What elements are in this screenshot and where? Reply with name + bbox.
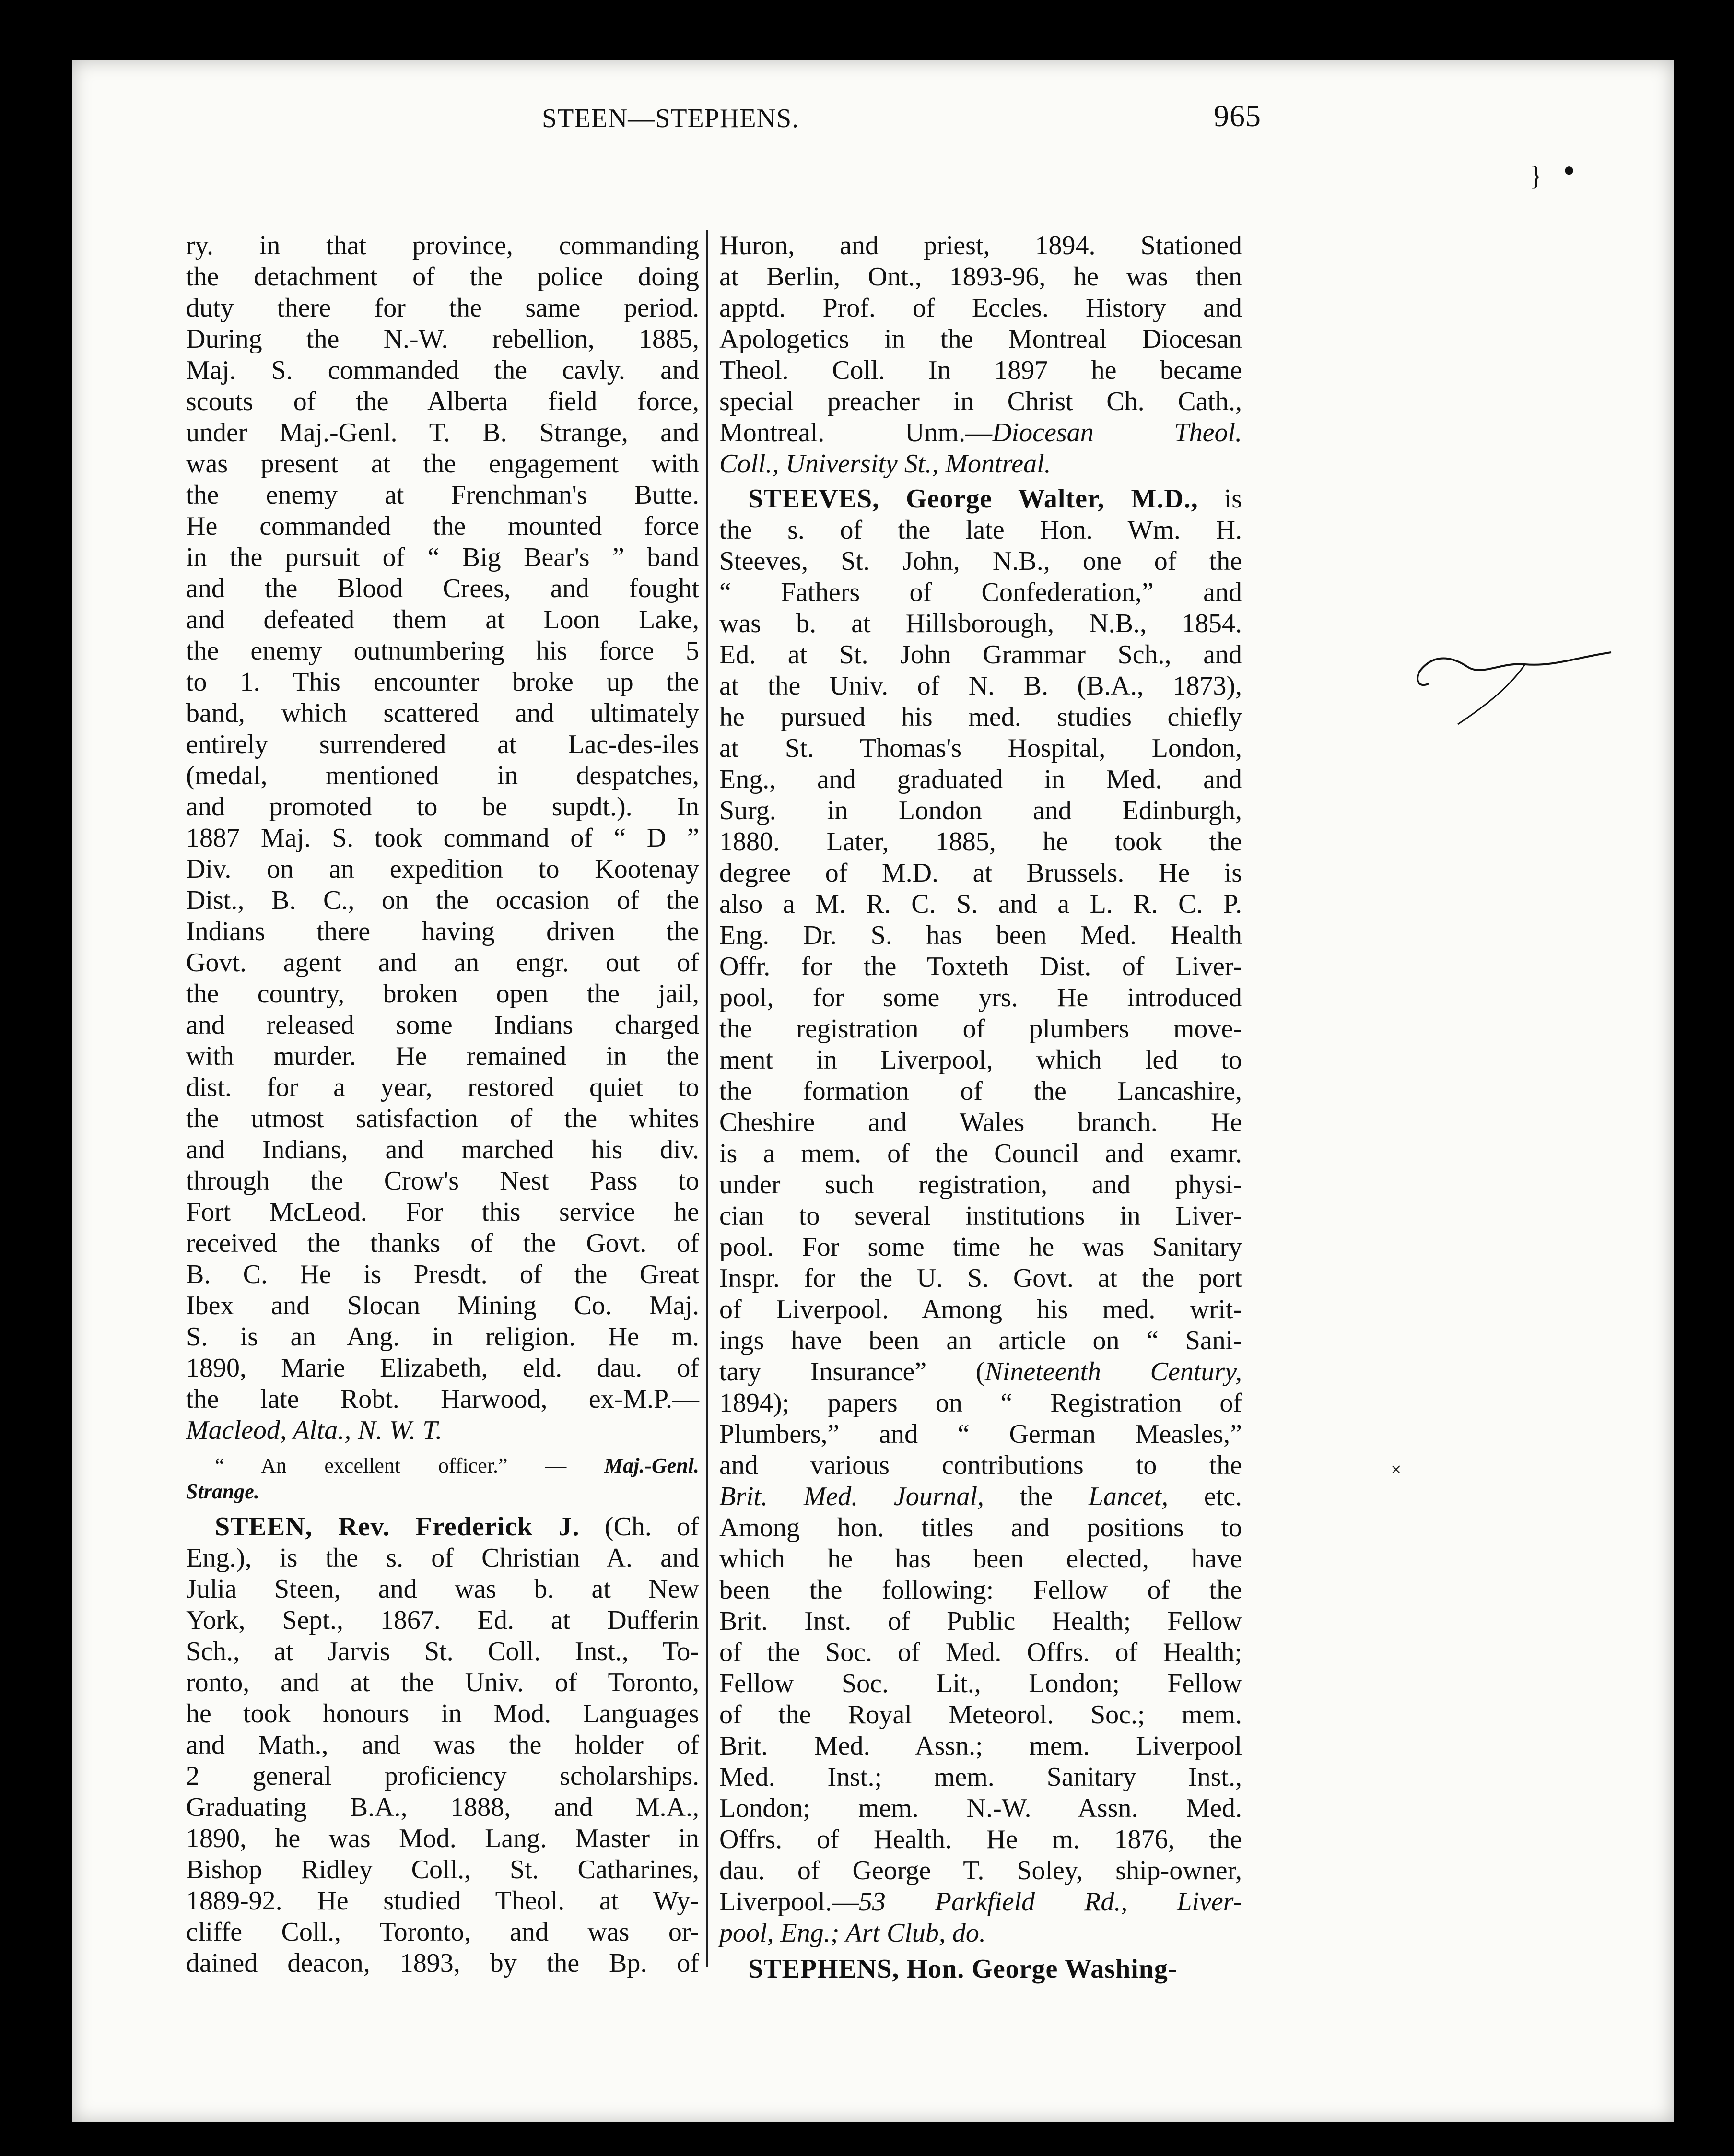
- text-line: 1887 Maj. S. took command of “ D ”: [186, 823, 699, 853]
- text-line: the country, broken open the jail,: [186, 979, 699, 1009]
- text-line: dained deacon, 1893, by the Bp. of: [186, 1948, 699, 1978]
- text-line: of Liverpool. Among his med. writ-: [719, 1295, 1242, 1324]
- headword-steeves: STEEVES, George Walter, M.D.,: [748, 484, 1198, 514]
- address-line: Macleod, Alta., N. W. T.: [186, 1415, 443, 1445]
- text-line: under such registration, and physi-: [719, 1170, 1242, 1200]
- text-line: Offr. for the Toxteth Dist. of Liver-: [719, 952, 1242, 981]
- text-line: received the thanks of the Govt. of: [186, 1228, 699, 1258]
- text-line: and the Blood Crees, and fought: [186, 574, 699, 603]
- text-line: ry. in that province, commanding: [186, 231, 699, 260]
- text-line: cian to several institutions in Liver-: [719, 1201, 1242, 1231]
- text-line: Apologetics in the Montreal Diocesan: [719, 324, 1242, 354]
- text-line: pool, for some yrs. He introduced: [719, 983, 1242, 1013]
- text-line: tary Insurance” (Nineteenth Century,: [719, 1357, 1242, 1387]
- entry-steeves: [719, 483, 1242, 1949]
- text-line: Liverpool.—53 Parkfield Rd., Liver-: [719, 1887, 1242, 1917]
- text-line: Huron, and priest, 1894. Stationed: [719, 231, 1242, 260]
- text-line: “ Fathers of Confederation,” and: [719, 577, 1242, 607]
- text-line: with murder. He remained in the: [186, 1041, 699, 1071]
- text-line: Eng. Dr. S. has been Med. Health: [719, 920, 1242, 950]
- entry-headline: STEEN, Rev. Frederick J. (Ch. of: [215, 1512, 700, 1542]
- text-line: 1889-92. He studied Theol. at Wy-: [186, 1886, 699, 1916]
- text-line: 1890, Marie Elizabeth, eld. dau. of: [186, 1353, 699, 1383]
- text-line: the utmost satisfaction of the whites: [186, 1104, 699, 1133]
- text-line: 1880. Later, 1885, he took the: [719, 827, 1242, 857]
- text-line: also a M. R. C. S. and a L. R. C. P.: [719, 889, 1242, 919]
- text-line: at Berlin, Ont., 1893-96, he was then: [719, 262, 1242, 292]
- text-line: entirely surrendered at Lac-des-iles: [186, 730, 699, 759]
- text-line: to 1. This encounter broke up the: [186, 667, 699, 697]
- text-line: band, which scattered and ultimately: [186, 698, 699, 728]
- text-line: in the pursuit of “ Big Bear's ” band: [186, 542, 699, 572]
- text-line: Dist., B. C., on the occasion of the: [186, 885, 699, 915]
- running-title: STEEN—STEPHENS.: [542, 104, 799, 133]
- text-line: Ed. at St. John Grammar Sch., and: [719, 640, 1242, 670]
- text-line: cliffe Coll., Toronto, and was or-: [186, 1917, 699, 1947]
- text-line: York, Sept., 1867. Ed. at Dufferin: [186, 1605, 699, 1635]
- margin-speck: }: [1530, 161, 1543, 191]
- text-line: Graduating B.A., 1888, and M.A.,: [186, 1792, 699, 1822]
- text-line: pool, Eng.; Art Club, do.: [719, 1918, 986, 1948]
- text-line: the late Robt. Harwood, ex-M.P.—: [186, 1384, 699, 1414]
- text-line: and Indians, and marched his div.: [186, 1135, 699, 1165]
- text-line: Indians there having driven the: [186, 917, 699, 946]
- text-line: he took honours in Mod. Languages: [186, 1699, 699, 1729]
- text-line: 2 general proficiency scholarships.: [186, 1761, 699, 1791]
- headword-steen: STEEN, Rev. Frederick J.: [215, 1512, 580, 1542]
- text-line: Sch., at Jarvis St. Coll. Inst., To-: [186, 1637, 699, 1666]
- column-divider: [706, 230, 708, 1967]
- text-line: Fort McLeod. For this service he: [186, 1197, 699, 1227]
- entry-steen: [186, 1511, 699, 1979]
- text-line: ment in Liverpool, which led to: [719, 1045, 1242, 1075]
- steen-address-line-2: Coll., University St., Montreal.: [719, 449, 1051, 479]
- text-line: Brit. Inst. of Public Health; Fellow: [719, 1606, 1242, 1636]
- text-line: and defeated them at Loon Lake,: [186, 605, 699, 635]
- pen-scribble-mark: [1415, 643, 1616, 729]
- text-line: and promoted to be supdt.). In: [186, 792, 699, 822]
- entry-stephens-headline: [719, 1954, 1242, 1985]
- text-line: Eng.), is the s. of Christian A. and: [186, 1543, 699, 1573]
- text-line: the enemy at Frenchman's Butte.: [186, 480, 699, 510]
- text-line: Med. Inst.; mem. Sanitary Inst.,: [719, 1762, 1242, 1792]
- text-line: been the following: Fellow of the: [719, 1575, 1242, 1605]
- text-line: is a mem. of the Council and examr.: [719, 1139, 1242, 1168]
- text-line: Bishop Ridley Coll., St. Catharines,: [186, 1855, 699, 1885]
- testimonial-quote: “ An excellent officer.” — Maj.-Genl. Strange.: [186, 1454, 700, 1503]
- text-line: Surg. in London and Edinburgh,: [719, 796, 1242, 825]
- text-line: special preacher in Christ Ch. Cath.,: [719, 387, 1242, 416]
- text-line: Theol. Coll. In 1897 he became: [719, 355, 1242, 385]
- text-line: was b. at Hillsborough, N.B., 1854.: [719, 609, 1242, 638]
- text-line: Brit. Med. Assn.; mem. Liverpool: [719, 1731, 1242, 1761]
- text-line: the enemy outnumbering his force 5: [186, 636, 699, 666]
- text-line: Steeves, St. John, N.B., one of the: [719, 546, 1242, 576]
- text-line: at the Univ. of N. B. (B.A., 1873),: [719, 671, 1242, 701]
- text-line: was present at the engagement with: [186, 449, 699, 479]
- steen-address-line-1: Montreal. Unm.—Diocesan Theol.: [719, 418, 1242, 448]
- text-line: Maj. S. commanded the cavly. and: [186, 355, 699, 385]
- entry-headline: STEEVES, George Walter, M.D., is: [748, 484, 1242, 514]
- text-line: He commanded the mounted force: [186, 511, 699, 541]
- text-line: London; mem. N.-W. Assn. Med.: [719, 1793, 1242, 1823]
- left-column: [186, 230, 699, 1979]
- text-line: Div. on an expedition to Kootenay: [186, 854, 699, 884]
- text-line: Eng., and graduated in Med. and: [719, 765, 1242, 794]
- text-line: duty there for the same period.: [186, 293, 699, 323]
- text-line: ings have been an article on “ Sani-: [719, 1326, 1242, 1355]
- text-line: Offrs. of Health. He m. 1876, the: [719, 1825, 1242, 1854]
- text-line: (medal, mentioned in despatches,: [186, 761, 699, 790]
- text-line: which he has been elected, have: [719, 1544, 1242, 1574]
- text-line: Inspr. for the U. S. Govt. at the port: [719, 1263, 1242, 1293]
- text-line: ronto, and at the Univ. of Toronto,: [186, 1668, 699, 1697]
- text-line: through the Crow's Nest Pass to: [186, 1166, 699, 1196]
- text-line: dau. of George T. Soley, ship-owner,: [719, 1856, 1242, 1885]
- text-line: Cheshire and Wales branch. He: [719, 1107, 1242, 1137]
- text-line: 1894); papers on “ Registration of: [719, 1388, 1242, 1418]
- text-line: degree of M.D. at Brussels. He is: [719, 858, 1242, 888]
- text-line: at St. Thomas's Hospital, London,: [719, 733, 1242, 763]
- page-number: 965: [1214, 99, 1261, 133]
- text-line: dist. for a year, restored quiet to: [186, 1072, 699, 1102]
- text-line: the registration of plumbers move-: [719, 1014, 1242, 1044]
- text-line: of the Soc. of Med. Offrs. of Health;: [719, 1638, 1242, 1667]
- margin-speck: ●: [1563, 159, 1575, 180]
- text-line: scouts of the Alberta field force,: [186, 387, 699, 416]
- headword-stephens: STEPHENS, Hon. George Washing-: [748, 1954, 1178, 1984]
- right-column: [719, 230, 1242, 1985]
- running-header: [470, 98, 1261, 137]
- text-line: the detachment of the police doing: [186, 262, 699, 292]
- text-line: Among hon. titles and positions to: [719, 1513, 1242, 1543]
- text-line: apptd. Prof. of Eccles. History and: [719, 293, 1242, 323]
- text-line: under Maj.-Genl. T. B. Strange, and: [186, 418, 699, 448]
- text-line: Ibex and Slocan Mining Co. Maj.: [186, 1291, 699, 1320]
- text-line: the s. of the late Hon. Wm. H.: [719, 515, 1242, 545]
- text-line: Govt. agent and an engr. out of: [186, 948, 699, 978]
- text-line: and Math., and was the holder of: [186, 1730, 699, 1760]
- text-line: S. is an Ang. in religion. He m.: [186, 1322, 699, 1352]
- margin-speck: ×: [1391, 1459, 1402, 1480]
- text-line: he pursued his med. studies chiefly: [719, 702, 1242, 732]
- continuation-text: [186, 230, 699, 1415]
- text-line: of the Royal Meteorol. Soc.; mem.: [719, 1700, 1242, 1730]
- text-line: 1890, he was Mod. Lang. Master in: [186, 1824, 699, 1853]
- text-line: B. C. He is Presdt. of the Great: [186, 1260, 699, 1289]
- text-line: pool. For some time he was Sanitary: [719, 1232, 1242, 1262]
- text-line: Plumbers,” and “ German Measles,”: [719, 1419, 1242, 1449]
- text-line: and released some Indians charged: [186, 1010, 699, 1040]
- text-line: Brit. Med. Journal, the Lancet, etc.: [719, 1482, 1242, 1511]
- text-line: the formation of the Lancashire,: [719, 1076, 1242, 1106]
- text-line: Fellow Soc. Lit., London; Fellow: [719, 1669, 1242, 1698]
- text-line: Julia Steen, and was b. at New: [186, 1574, 699, 1604]
- text-line: During the N.-W. rebellion, 1885,: [186, 324, 699, 354]
- text-line: and various contributions to the: [719, 1450, 1242, 1480]
